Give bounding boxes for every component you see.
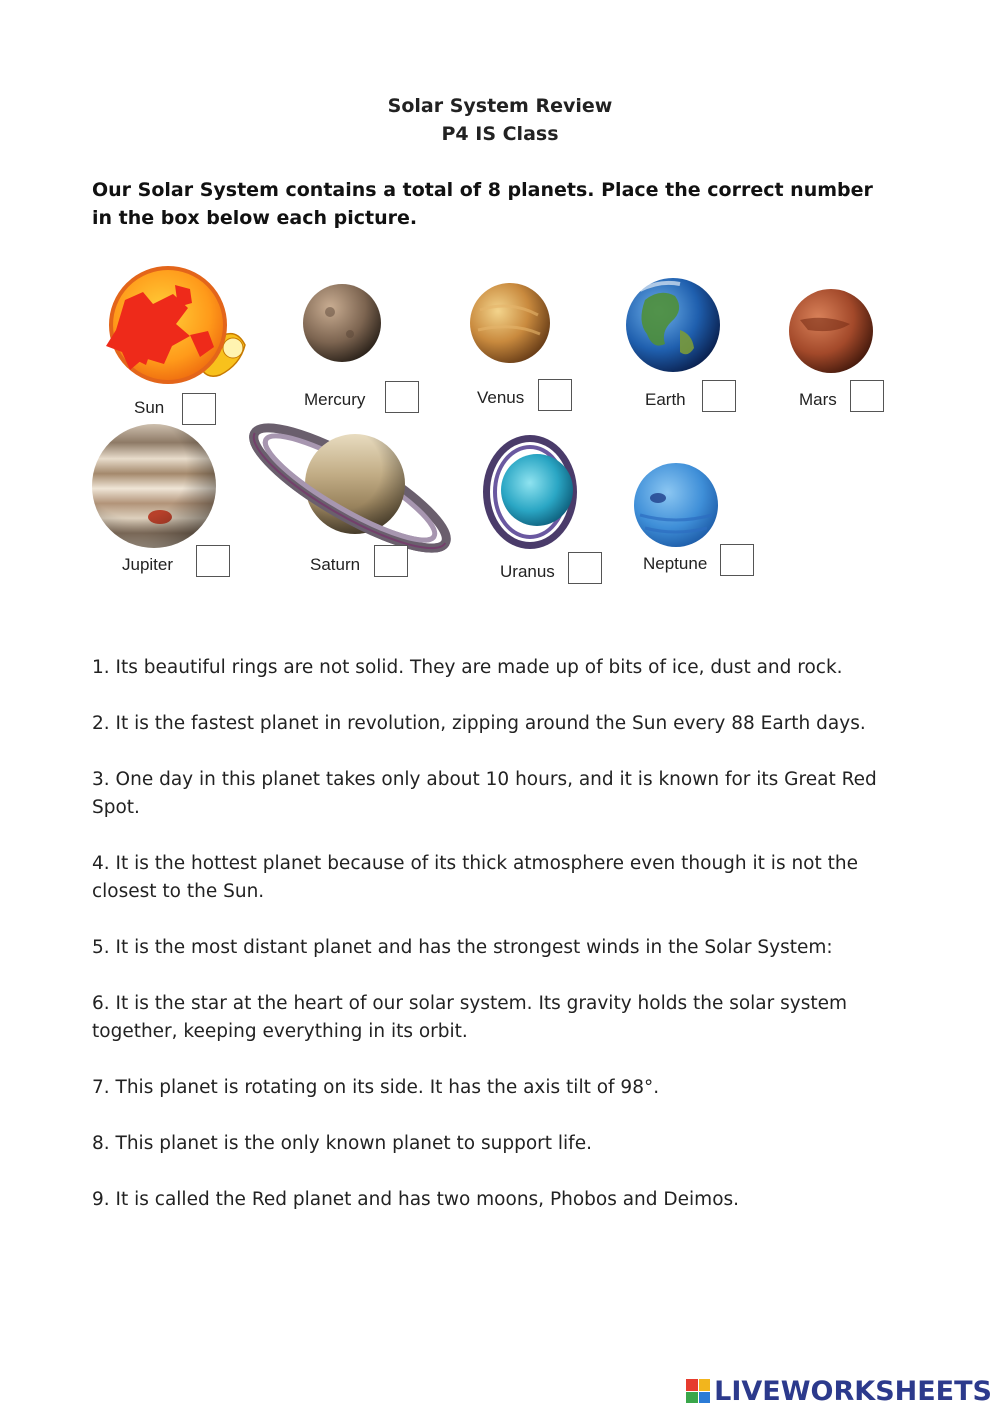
page-subtitle: P4 IS Class <box>441 123 559 145</box>
question-8: 8. This planet is the only known planet to support life. <box>92 1133 592 1154</box>
brand-name: LIVEWORKSHEETS <box>714 1375 992 1407</box>
question-3: 3. One day in this planet takes only about 10 hours, and it is known for its Great Red Spot. <box>92 769 877 818</box>
answer-box-sun[interactable] <box>182 393 216 425</box>
planet-illustrations <box>0 0 1000 620</box>
jupiter-icon <box>92 424 216 548</box>
answer-box-earth[interactable] <box>702 380 736 412</box>
label-sun: Sun <box>134 398 165 417</box>
uranus-icon <box>483 435 577 549</box>
question-4: 4. It is the hottest planet because of its thick atmosphere even though it is not the closest to the Sun. <box>92 853 858 902</box>
question-2: 2. It is the fastest planet in revolution, zipping around the Sun every 88 Earth days. <box>92 713 866 734</box>
answer-box-neptune[interactable] <box>720 544 754 576</box>
label-mercury: Mercury <box>304 390 366 409</box>
answer-box-mercury[interactable] <box>385 381 419 413</box>
answer-box-mars[interactable] <box>850 380 884 412</box>
label-venus: Venus <box>477 388 525 407</box>
mercury-icon <box>303 284 381 362</box>
page-title: Solar System Review <box>387 95 613 117</box>
answer-box-uranus[interactable] <box>568 552 602 584</box>
earth-icon <box>626 278 720 372</box>
question-9: 9. It is called the Red planet and has two moons, Phobos and Deimos. <box>92 1189 740 1210</box>
question-1: 1. Its beautiful rings are not solid. They are made up of bits of ice, dust and rock. <box>92 657 843 678</box>
label-jupiter: Jupiter <box>122 555 174 574</box>
mars-icon <box>789 289 873 373</box>
answer-box-jupiter[interactable] <box>196 545 230 577</box>
label-earth: Earth <box>645 390 686 409</box>
label-neptune: Neptune <box>643 554 708 573</box>
footer-brand <box>686 1373 992 1409</box>
venus-icon <box>470 283 550 363</box>
sun-icon <box>106 268 245 382</box>
question-7: 7. This planet is rotating on its side. It has the axis tilt of 98°. <box>92 1077 660 1098</box>
label-mars: Mars <box>799 390 837 409</box>
instructions: Our Solar System contains a total of 8 planets. Place the correct number in the box below each picture. <box>92 179 873 229</box>
question-5: 5. It is the most distant planet and has the strongest winds in the Solar System: <box>92 937 833 958</box>
neptune-icon <box>634 463 718 547</box>
liveworksheets-logo-icon <box>686 1379 710 1403</box>
label-uranus: Uranus <box>500 562 555 581</box>
question-6: 6. It is the star at the heart of our solar system. Its gravity holds the solar system together, keeping everything in its orbit. <box>92 993 848 1042</box>
label-saturn: Saturn <box>310 555 361 574</box>
answer-box-venus[interactable] <box>538 379 572 411</box>
saturn-icon <box>241 409 460 567</box>
answer-box-saturn[interactable] <box>374 545 408 577</box>
